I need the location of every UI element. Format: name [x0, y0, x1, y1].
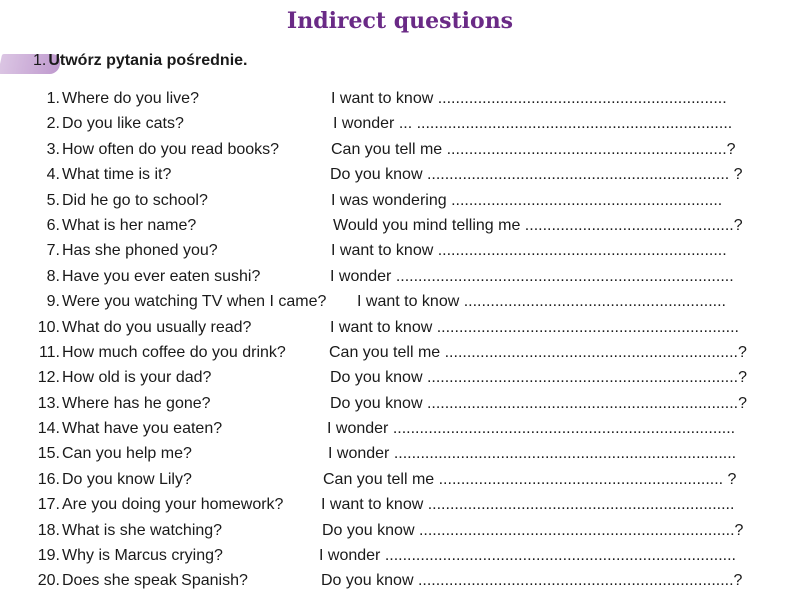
indirect-question-prompt: I want to know .................................................................	[331, 90, 727, 107]
list-item	[0, 340, 800, 365]
item-number: 11.	[38, 343, 60, 361]
exercise-list	[0, 86, 800, 594]
list-item	[0, 543, 800, 568]
item-number: 15.	[37, 445, 60, 463]
list-item	[0, 441, 800, 466]
item-number: 8.	[46, 267, 60, 285]
item-number: 5.	[46, 191, 60, 209]
item-number: 4.	[46, 166, 60, 184]
item-number: 3.	[46, 140, 60, 158]
item-number: 6.	[46, 216, 60, 234]
item-number: 2.	[46, 115, 60, 133]
direct-question: Do you know Lily?	[62, 470, 192, 488]
item-number: 14.	[37, 420, 60, 438]
indirect-question-prompt: I wonder .............................................................................	[328, 445, 737, 463]
direct-question: How often do you read books?	[62, 140, 280, 158]
direct-question: What is she watching?	[62, 521, 223, 539]
item-number: 1.	[46, 90, 60, 107]
indirect-question-prompt: Can you tell me ................................................................ ?	[323, 470, 737, 488]
indirect-question-prompt: Do you know .................................................................... ?	[330, 166, 743, 184]
list-item	[0, 492, 800, 517]
direct-question: Has she phoned you?	[62, 242, 218, 260]
indirect-question-prompt: I want to know .....................................................................	[321, 496, 735, 514]
item-number: 19.	[37, 547, 60, 565]
list-item	[0, 518, 800, 543]
item-number: 20.	[37, 572, 60, 590]
item-number: 12.	[37, 369, 60, 387]
direct-question: Can you help me?	[62, 445, 192, 463]
direct-question: Have you ever eaten sushi?	[62, 267, 261, 285]
item-number: 9.	[46, 293, 60, 311]
direct-question: Where do you live?	[62, 90, 199, 107]
direct-question: Are you doing your homework?	[62, 496, 284, 514]
direct-question: What have you eaten?	[62, 420, 223, 438]
list-item	[0, 238, 800, 263]
indirect-question-prompt: Can you tell me ..................................................................?	[329, 343, 747, 361]
item-number: 17.	[37, 496, 60, 514]
exercise-number: 1.	[33, 52, 47, 69]
indirect-question-prompt: Do you know ......................................................................?	[330, 369, 748, 387]
list-item	[0, 391, 800, 416]
list-item	[0, 416, 800, 441]
indirect-question-prompt: Can you tell me ...............................................................?	[331, 140, 736, 158]
list-item	[0, 568, 800, 593]
item-number: 13.	[37, 394, 60, 412]
direct-question: Did he go to school?	[62, 191, 208, 209]
indirect-question-prompt: Do you know .......................................................................?	[321, 572, 743, 590]
indirect-question-prompt: I want to know ...........................................................	[357, 293, 726, 311]
item-number: 10.	[37, 318, 60, 336]
list-item	[0, 86, 800, 111]
list-item	[0, 289, 800, 314]
list-item	[0, 137, 800, 162]
indirect-question-prompt: I want to know ....................................................................	[330, 318, 739, 336]
indirect-question-prompt: I wonder .............................................................................	[327, 420, 736, 438]
indirect-question-prompt: Do you know ......................................................................?	[330, 394, 748, 412]
indirect-question-prompt: I wonder ............................................................................	[330, 267, 734, 285]
item-number: 16.	[37, 470, 60, 488]
direct-question: What do you usually read?	[62, 318, 252, 336]
indirect-question-prompt: Would you mind telling me ...............................................?	[333, 216, 743, 234]
direct-question: How old is your dad?	[62, 369, 212, 387]
indirect-question-prompt: I wonder ...............................................................................	[319, 547, 736, 565]
item-number: 7.	[46, 242, 60, 260]
list-item	[0, 162, 800, 187]
direct-question: Why is Marcus crying?	[62, 547, 223, 565]
direct-question: What is her name?	[62, 216, 197, 234]
direct-question: Do you like cats?	[62, 115, 184, 133]
direct-question: Does she speak Spanish?	[62, 572, 248, 590]
direct-question: How much coffee do you drink?	[62, 343, 286, 361]
direct-question: What time is it?	[62, 166, 172, 184]
exercise-instruction: Utwórz pytania pośrednie.	[48, 52, 248, 69]
list-item	[0, 315, 800, 340]
direct-question: Where has he gone?	[62, 394, 211, 412]
list-item	[0, 467, 800, 492]
indirect-question-prompt: Do you know .......................................................................?	[322, 521, 744, 539]
indirect-question-prompt: I want to know .................................................................	[331, 242, 727, 260]
list-item	[0, 188, 800, 213]
list-item	[0, 111, 800, 136]
item-number: 18.	[37, 521, 60, 539]
list-item	[0, 213, 800, 238]
list-item	[0, 365, 800, 390]
list-item	[0, 264, 800, 289]
page-title: Indirect questions	[286, 8, 514, 34]
indirect-question-prompt: I was wondering .............................................................	[331, 191, 723, 209]
exercise-heading	[33, 52, 247, 70]
direct-question: Were you watching TV when I came?	[62, 293, 327, 311]
indirect-question-prompt: I wonder ... .......................................................................	[333, 115, 733, 133]
